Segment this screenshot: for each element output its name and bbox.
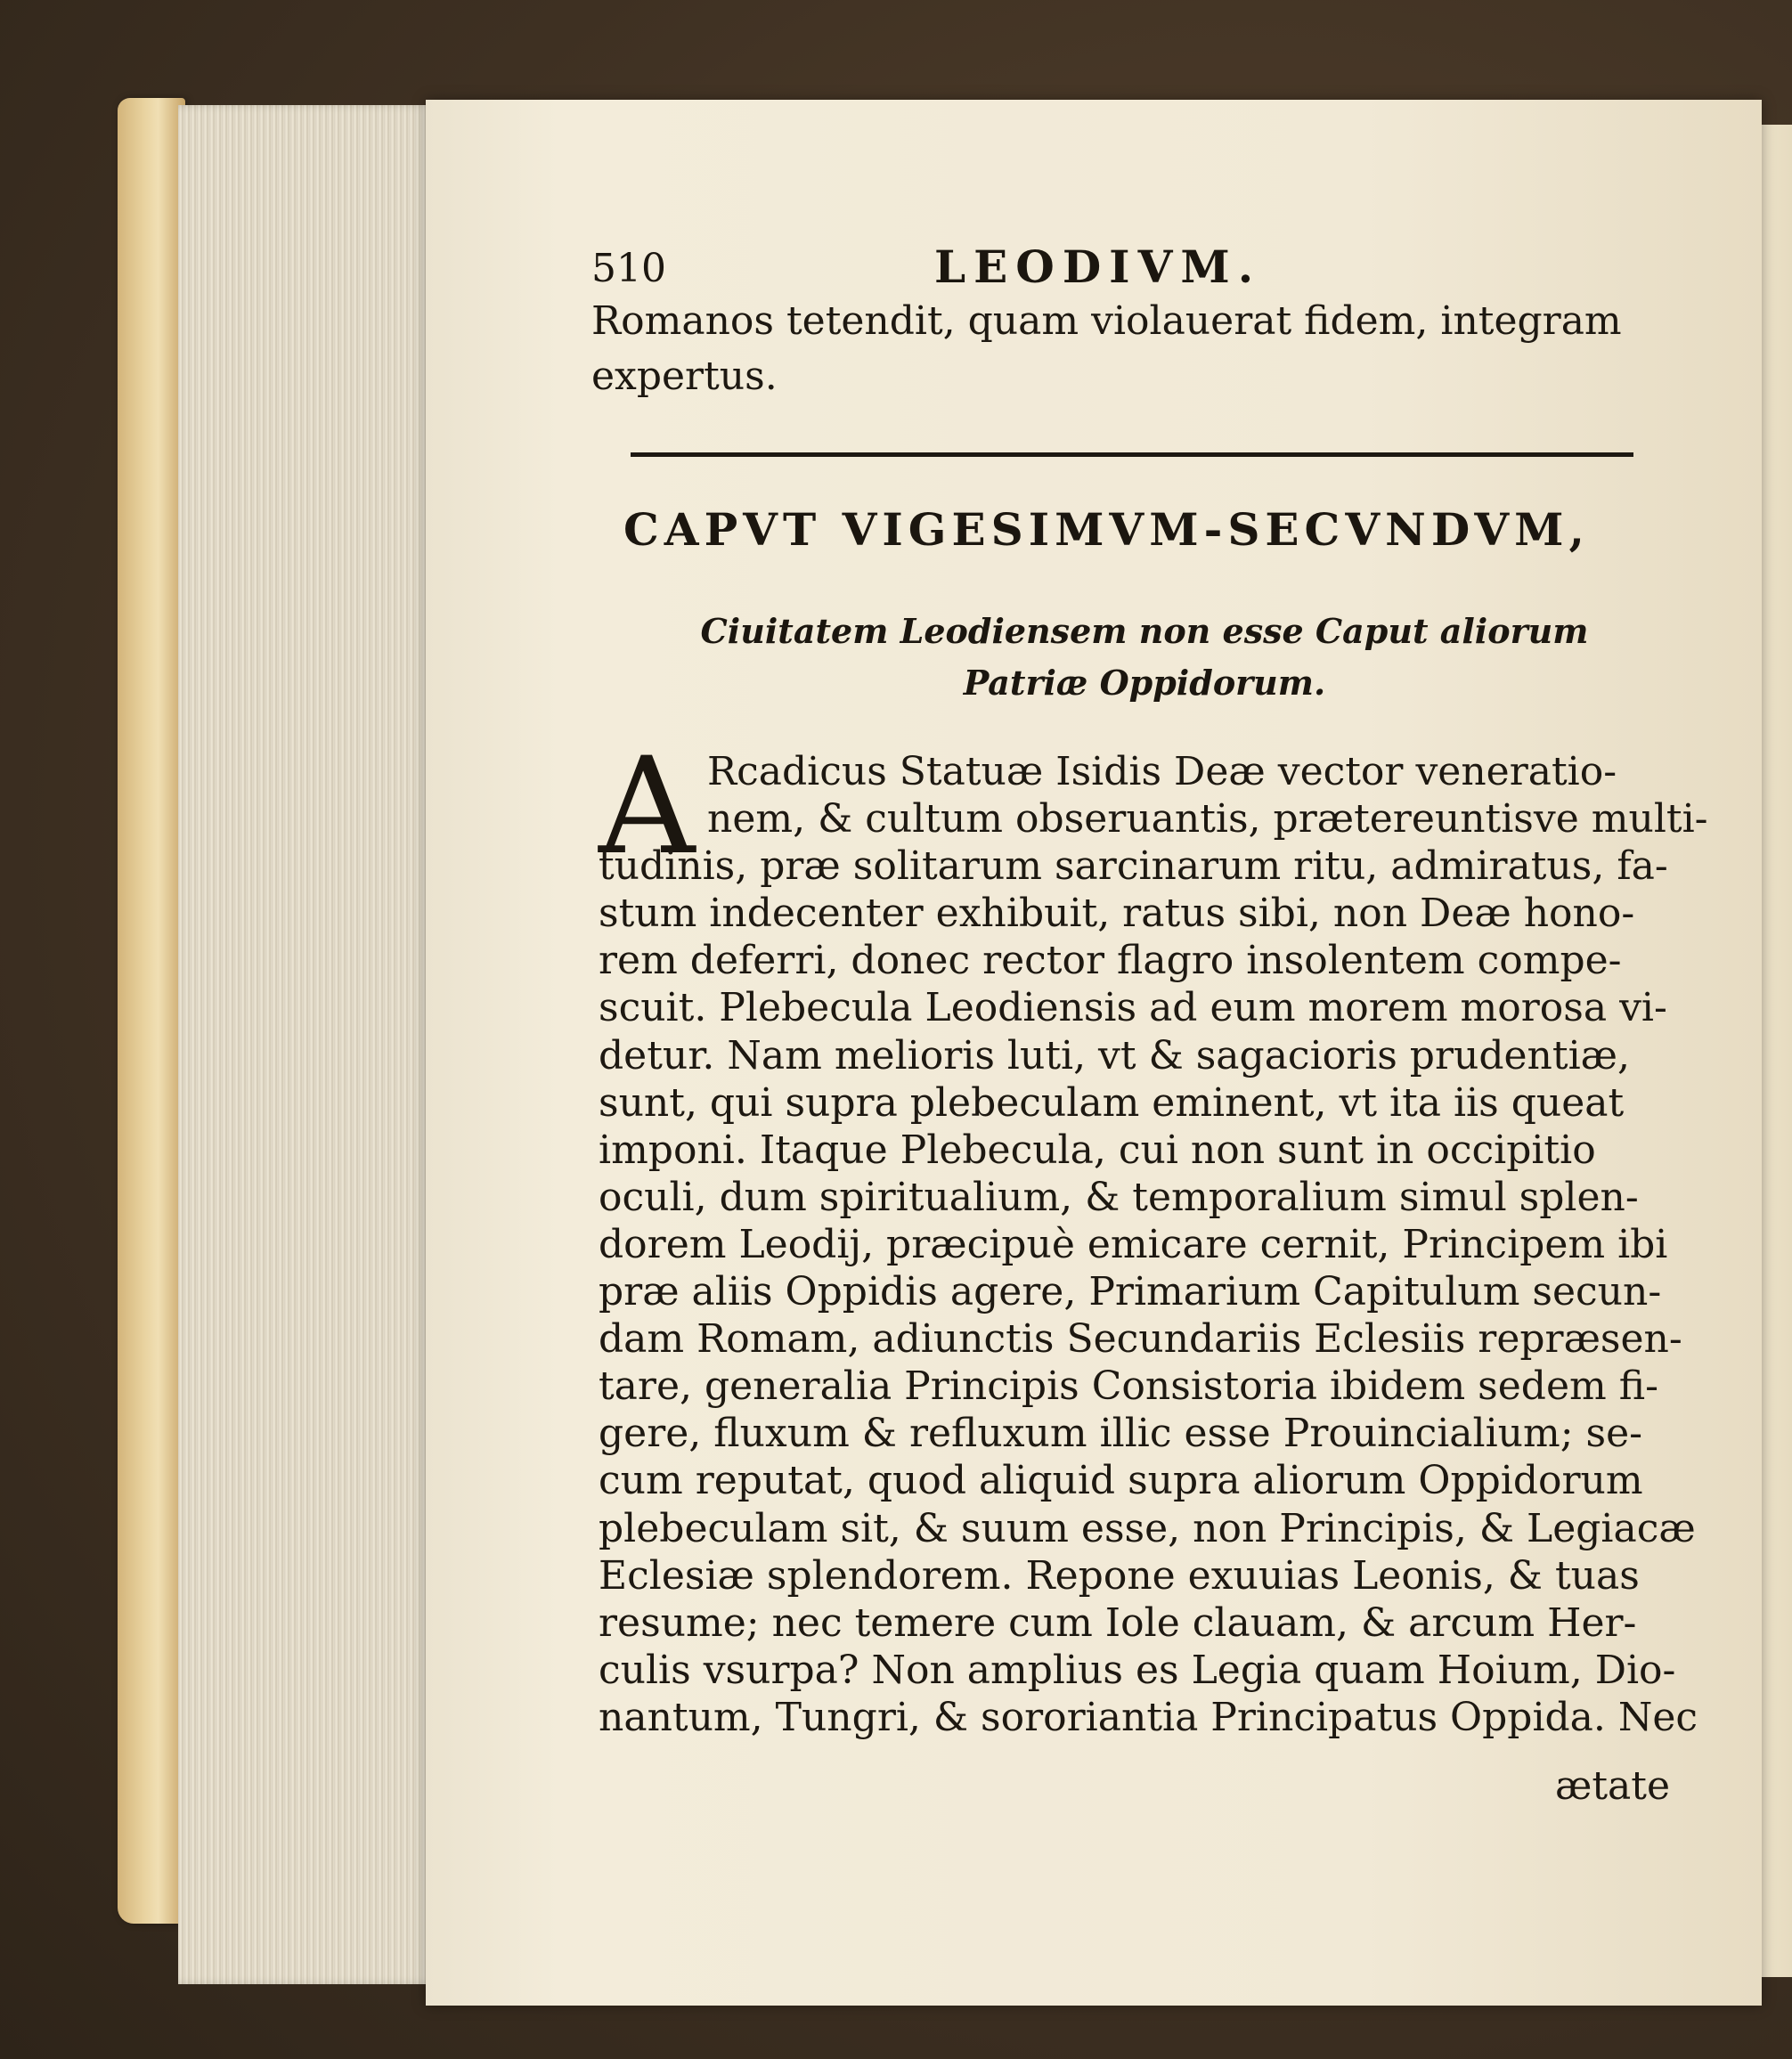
horizontal-rule [631,452,1633,457]
text-line: resume; nec temere cum Iole clauam, & arcum Her- [599,1599,1637,1646]
text-line: tudinis, præ solitarum sarcinarum ritu, admiratus, fa- [599,843,1668,890]
text-line: culis vsurpa? Non amplius es Legia quam Hoium, Dio- [599,1647,1676,1693]
page-number: 510 [591,246,666,291]
chapter-subtitle [677,606,1612,709]
running-head: LEODIVM. [934,240,1262,293]
text-line: oculi, dum spiritualium, & temporalium simul splen- [599,1174,1639,1220]
text-line: sunt, qui supra plebeculam eminent, vt ita iis queat [599,1079,1625,1126]
text-line: detur. Nam melioris luti, vt & sagacioris prudentiæ, [599,1032,1630,1078]
drop-cap: A [599,729,696,884]
text-line: Eclesiæ splendorem. Repone exuuias Leonis, & tuas [599,1552,1640,1599]
text-line: Rcadicus Statuæ Isidis Deæ vector veneratio- [707,749,1617,794]
text-line: cum reputat, quod aliquid supra aliorum Oppidorum [599,1458,1643,1504]
text-line: plebeculam sit, & suum esse, non Principis, & Legiacæ [599,1505,1696,1551]
carryover-text [591,294,1642,404]
text-line: dorem Leodij, præcipuè emicare cernit, Principem ibi [599,1221,1668,1267]
body-text [599,748,1708,1741]
text-line: expertus. [591,354,778,399]
chapter-title: CAPVT VIGESIMVM-SECVNDVM, [623,503,1590,556]
text-line: rem deferri, donec rector flagro insolentem compe- [599,938,1622,984]
subtitle-line: Patriæ Oppidorum. [963,663,1326,703]
text-line: tare, generalia Principis Consistoria ibidem sedem fi- [599,1363,1658,1410]
subtitle-line: Ciuitatem Leodiensem non esse Caput aliorum [700,611,1589,651]
text-line: gere, fluxum & refluxum illic esse Prouincialium; se- [599,1411,1643,1457]
catchword: ætate [1555,1763,1670,1809]
text-line: nem, & cultum obseruantis, prætereuntisve multi- [707,796,1708,842]
text-line: præ aliis Oppidis agere, Primarium Capitulum secun- [599,1269,1662,1315]
vellum-spine [118,98,185,1924]
text-line: dam Romam, adiunctis Secundariis Eclesiis repræsen- [599,1316,1682,1363]
text-line: scuit. Plebecula Leodiensis ad eum morem morosa vi- [599,985,1667,1031]
text-line: imponi. Itaque Plebecula, cui non sunt in occipitio [599,1127,1596,1173]
text-line: Romanos tetendit, quam violauerat fidem, integram [591,298,1622,344]
text-line: stum indecenter exhibuit, ratus sibi, non Deæ hono- [599,891,1635,937]
page-edges [178,105,445,1984]
text-line: nantum, Tungri, & sororiantia Principatus Oppida. Nec [599,1694,1698,1740]
